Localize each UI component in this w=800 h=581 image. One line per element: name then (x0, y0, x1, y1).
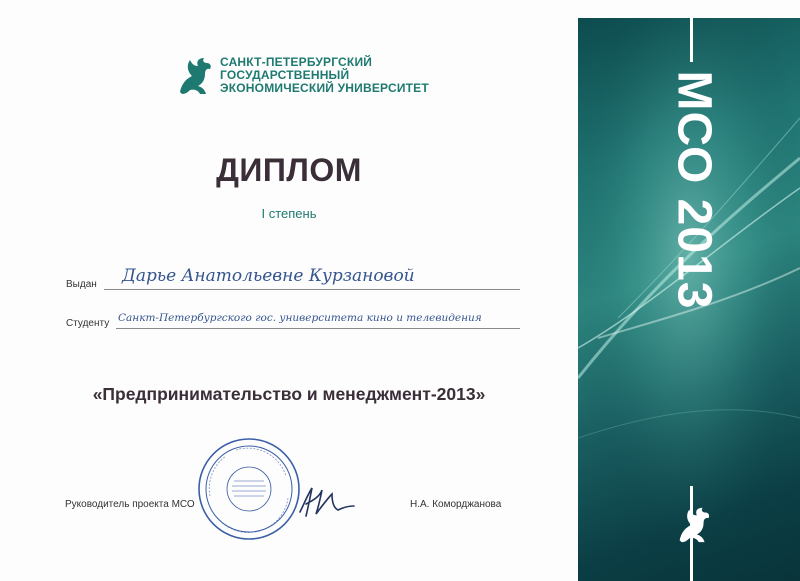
contest-title: «Предпринимательство и менеджмент-2013» (92, 384, 486, 404)
university-name-line: САНКТ-ПЕТЕРБУРГСКИЙ (220, 55, 373, 69)
student-value: Санкт-Петербургского гос. университета кино и телевидения (118, 312, 482, 324)
panel-top-tick (690, 18, 693, 62)
student-label: Студенту (66, 318, 110, 329)
diploma-degree: I степень (261, 206, 317, 221)
university-name-line: ЭКОНОМИЧЕСКИЙ УНИВЕРСИТЕТ (220, 81, 429, 95)
issued-value: Дарье Анатольевне Курзановой (122, 266, 415, 286)
griffin-logo-icon (672, 500, 716, 548)
issued-underline (104, 289, 520, 290)
griffin-logo-icon (172, 52, 218, 98)
student-underline (116, 328, 520, 329)
event-title-text: МСО 2013 (667, 70, 721, 310)
event-title (664, 60, 724, 320)
issued-label: Выдан (66, 279, 97, 290)
signer-name: Н.А. Коморджанова (410, 499, 502, 510)
signer-role-label: Руководитель проекта МСО (65, 499, 195, 510)
handwritten-signature-icon (292, 484, 362, 520)
official-stamp-icon (196, 436, 302, 542)
university-name-line: ГОСУДАРСТВЕННЫЙ (220, 68, 350, 82)
diploma-title: ДИПЛОМ (216, 152, 362, 188)
university-name (220, 56, 429, 95)
